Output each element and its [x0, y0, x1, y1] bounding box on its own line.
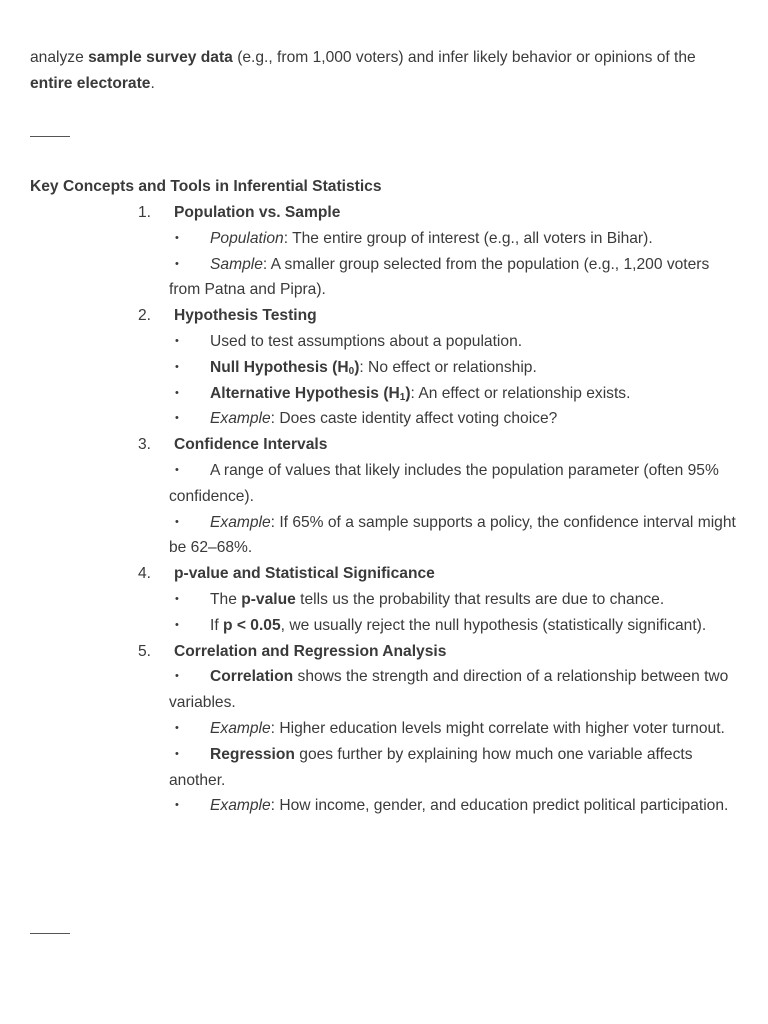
list-item-number: 2.: [138, 307, 152, 325]
sub-item-text: tells us the probability that results are due to chance.: [295, 590, 665, 608]
list-sub-item: [0, 226, 768, 252]
list-item-number: 1.: [138, 204, 152, 221]
list-item-heading: [0, 561, 768, 587]
bullet-icon: •: [175, 386, 179, 399]
bullet-icon: •: [175, 618, 179, 631]
section-heading: Key Concepts and Tools in Inferential Statistics: [30, 178, 382, 195]
sub-item-text: goes further by explaining how much one variable affects another.: [169, 745, 693, 789]
term-subscript: 1: [399, 391, 406, 403]
sub-item-text: : An effect or relationship exists.: [410, 384, 631, 402]
term-subscript: 0: [348, 365, 355, 377]
sub-item-text: : If 65% of a sample supports a policy, the confidence interval might be 62–68%.: [169, 513, 736, 557]
sub-item-text: A range of values that likely includes the population parameter (often 95% confidence).: [169, 461, 719, 505]
bullet-icon: •: [175, 463, 179, 476]
sub-item-text: The: [210, 590, 242, 608]
list-sub-item: [0, 252, 768, 304]
list-sub-item: [0, 329, 768, 355]
bullet-icon: •: [175, 231, 179, 244]
list-sub-item: [0, 510, 768, 562]
sub-item-term: [210, 385, 411, 402]
sub-item-text: : How income, gender, and education predict political participation.: [270, 797, 729, 815]
bullet-icon: •: [175, 721, 179, 734]
list-sub-item: [0, 742, 768, 794]
sub-item-text: Used to test assumptions about a population.: [210, 332, 523, 350]
sub-item-term: Example: [210, 513, 271, 531]
sub-item-text: : A smaller group selected from the population (e.g., 1,200 voters from Patna and Pipra).: [169, 255, 710, 299]
list-sub-item: [0, 716, 768, 742]
term-text: Regression: [210, 745, 295, 763]
list-sub-item: [0, 613, 768, 639]
list-item-title: Population vs. Sample: [174, 204, 341, 221]
list-sub-item: [0, 355, 768, 381]
term-text: ): [405, 384, 411, 402]
sub-item-text: : Does caste identity affect voting choice?: [270, 410, 558, 428]
intro-paragraph: [30, 45, 742, 97]
term-text: ): [354, 358, 360, 376]
list-item-number: 5.: [138, 642, 152, 660]
intro-text: analyze: [30, 49, 89, 66]
sub-item-term: Population: [210, 229, 284, 247]
sub-item-text: shows the strength and direction of a relationship between two variables.: [169, 668, 729, 712]
term-text: p-value: [241, 590, 296, 608]
list-item-heading: [0, 639, 768, 665]
list-sub-item: [0, 381, 768, 407]
intro-emphasis: entire electorate: [30, 74, 151, 92]
sub-item-term: [210, 668, 293, 685]
list-item-heading: [0, 303, 768, 329]
sub-item-term: Sample: [210, 255, 263, 273]
bullet-icon: •: [175, 360, 179, 373]
sub-item-term: [210, 746, 295, 763]
list-item-heading: [0, 432, 768, 458]
list-item-title: Hypothesis Testing: [174, 307, 317, 325]
list-sub-item: [0, 458, 768, 510]
sub-item-text: : The entire group of interest (e.g., all voters in Bihar).: [283, 229, 653, 247]
list-item-number: 3.: [138, 436, 152, 454]
list-item-title: Confidence Intervals: [174, 436, 328, 454]
sub-item-term: Example: [210, 410, 271, 428]
term-text: Null Hypothesis (H: [210, 358, 349, 376]
section-divider: [30, 136, 70, 137]
bullet-icon: •: [175, 515, 179, 528]
list-sub-item: [0, 793, 768, 819]
intro-text: .: [150, 74, 155, 92]
sub-item-text: , we usually reject the null hypothesis (statistically significant).: [280, 616, 707, 634]
term-text: Correlation: [210, 668, 294, 686]
term-text: p < 0.05: [223, 616, 281, 634]
bullet-icon: •: [175, 747, 179, 760]
term-text: Alternative Hypothesis (H: [210, 384, 400, 402]
list-sub-item: [0, 587, 768, 613]
bullet-icon: •: [175, 592, 179, 605]
list-item-title: p-value and Statistical Significance: [174, 565, 435, 583]
intro-emphasis: sample survey data: [88, 49, 233, 66]
sub-item-term: [210, 359, 359, 376]
list-item-heading: [0, 200, 768, 226]
list-item-number: 4.: [138, 565, 152, 583]
sub-item-text: If: [210, 616, 223, 634]
intro-text: (e.g., from 1,000 voters) and infer likely behavior or opinions of the: [232, 49, 696, 66]
sub-item-text: : Higher education levels might correlate with higher voter turnout.: [270, 719, 725, 737]
bullet-icon: •: [175, 257, 179, 270]
sub-item-term: Example: [210, 797, 271, 815]
section-divider: [30, 933, 70, 934]
sub-item-term: Example: [210, 719, 271, 737]
sub-item-term: [223, 617, 281, 634]
sub-item-term: [241, 591, 296, 608]
bullet-icon: •: [175, 799, 179, 812]
concept-list: [0, 200, 768, 819]
list-sub-item: [0, 406, 768, 432]
bullet-icon: •: [175, 412, 179, 425]
list-item-title: Correlation and Regression Analysis: [174, 642, 447, 660]
bullet-icon: •: [175, 670, 179, 683]
sub-item-text: : No effect or relationship.: [359, 358, 537, 376]
list-sub-item: [0, 664, 768, 716]
bullet-icon: •: [175, 334, 179, 347]
